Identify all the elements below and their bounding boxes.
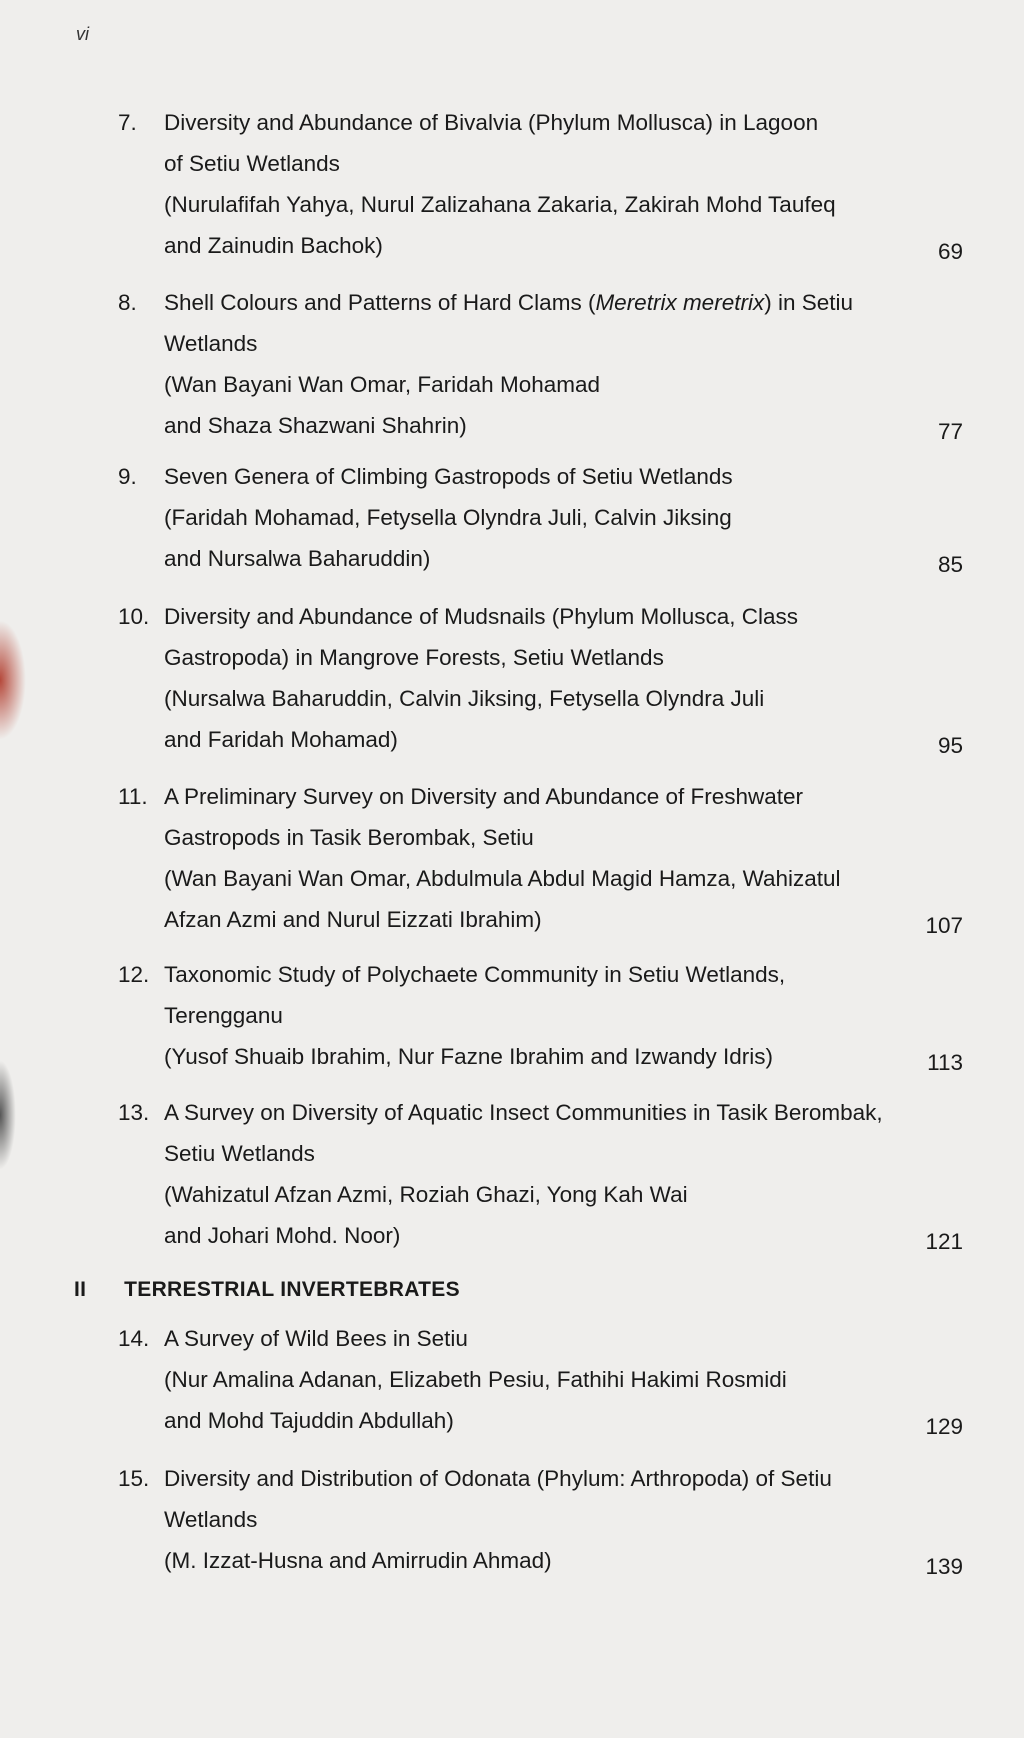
entry-title: Wetlands — [164, 331, 258, 356]
entry-title: Terengganu — [164, 1003, 283, 1028]
entry-authors: and Mohd Tajuddin Abdullah) — [164, 1408, 454, 1433]
entry-authors: and Faridah Mohamad) — [164, 727, 398, 752]
entry-page: 95 — [937, 733, 963, 758]
entry-page: 121 — [925, 1229, 963, 1254]
entry-authors: and Nursalwa Baharuddin) — [164, 546, 431, 571]
entry-page: 77 — [937, 419, 963, 444]
entry-page: 129 — [925, 1414, 963, 1439]
toc-entry-10[interactable] — [118, 596, 963, 760]
entry-number: 8. — [118, 290, 137, 315]
entry-authors: (Yusof Shuaib Ibrahim, Nur Fazne Ibrahim and Izwandy Idris) — [164, 1044, 774, 1069]
entry-number: 13. — [118, 1100, 150, 1125]
entry-title: Diversity and Abundance of Bivalvia (Phylum Mollusca) in Lagoon — [164, 110, 819, 135]
entry-page: 85 — [937, 552, 963, 577]
entry-title: Seven Genera of Climbing Gastropods of Setiu Wetlands — [164, 464, 733, 489]
section-heading — [74, 1278, 460, 1302]
entry-title: of Setiu Wetlands — [164, 151, 340, 176]
entry-authors: (Nursalwa Baharuddin, Calvin Jiksing, Fetysella Olyndra Juli — [164, 686, 765, 711]
entry-title: A Preliminary Survey on Diversity and Abundance of Freshwater — [164, 784, 804, 809]
toc-entry-13[interactable] — [118, 1092, 963, 1256]
entry-page: 113 — [927, 1050, 963, 1075]
toc-entry-12[interactable] — [118, 954, 963, 1077]
toc-entry-8[interactable] — [118, 282, 963, 446]
entry-number: 10. — [118, 604, 150, 629]
entry-authors: (Faridah Mohamad, Fetysella Olyndra Juli, Calvin Jiksing — [164, 505, 732, 530]
entry-number: 14. — [118, 1326, 150, 1351]
entry-authors: and Shaza Shazwani Shahrin) — [164, 413, 467, 438]
entry-number: 7. — [118, 110, 137, 135]
entry-number: 12. — [118, 962, 150, 987]
entry-title: A Survey on Diversity of Aquatic Insect Communities in Tasik Berombak, — [164, 1100, 883, 1125]
section-title: TERRESTRIAL INVERTEBRATES — [124, 1278, 460, 1301]
entry-title: Gastropoda) in Mangrove Forests, Setiu Wetlands — [164, 645, 664, 670]
entry-title: Wetlands — [164, 1507, 258, 1532]
entry-authors: (Nurulafifah Yahya, Nurul Zalizahana Zakaria, Zakirah Mohd Taufeq — [164, 192, 836, 217]
toc-entry-9[interactable] — [118, 456, 963, 579]
entry-authors: (Nur Amalina Adanan, Elizabeth Pesiu, Fathihi Hakimi Rosmidi — [164, 1367, 787, 1392]
entry-title: Diversity and Abundance of Mudsnails (Phylum Mollusca, Class — [164, 604, 799, 629]
toc-entry-15[interactable] — [118, 1458, 963, 1581]
entry-page: 139 — [925, 1554, 963, 1579]
entry-title: Setiu Wetlands — [164, 1141, 315, 1166]
entry-authors: Afzan Azmi and Nurul Eizzati Ibrahim) — [164, 907, 542, 932]
page-number: vi — [76, 24, 89, 44]
entry-title: Diversity and Distribution of Odonata (Phylum: Arthropoda) of Setiu — [164, 1466, 832, 1491]
entry-authors: and Zainudin Bachok) — [164, 233, 383, 258]
entry-number: 15. — [118, 1466, 150, 1491]
entry-authors: (Wan Bayani Wan Omar, Abdulmula Abdul Magid Hamza, Wahizatul — [164, 866, 841, 891]
section-number: II — [74, 1278, 87, 1301]
entry-title: Shell Colours and Patterns of Hard Clams (Meretrix meretrix) in Setiu — [164, 290, 853, 315]
entry-title: Gastropods in Tasik Berombak, Setiu — [164, 825, 534, 850]
toc-entry-7[interactable] — [118, 102, 963, 266]
entry-title: A Survey of Wild Bees in Setiu — [164, 1326, 468, 1351]
entry-authors: and Johari Mohd. Noor) — [164, 1223, 401, 1248]
entry-number: 11. — [118, 784, 148, 809]
entry-page: 69 — [937, 239, 963, 264]
page-edge-shadow — [0, 620, 26, 740]
entry-page: 107 — [925, 913, 963, 938]
page-edge-shadow — [0, 1060, 16, 1170]
entry-authors: (Wahizatul Afzan Azmi, Roziah Ghazi, Yong Kah Wai — [164, 1182, 688, 1207]
entry-authors: (M. Izzat-Husna and Amirrudin Ahmad) — [164, 1548, 552, 1573]
entry-title: Taxonomic Study of Polychaete Community in Setiu Wetlands, — [164, 962, 786, 987]
toc-entry-14[interactable] — [118, 1318, 963, 1441]
toc-entry-11[interactable] — [118, 776, 963, 940]
entry-number: 9. — [118, 464, 137, 489]
entry-authors: (Wan Bayani Wan Omar, Faridah Mohamad — [164, 372, 601, 397]
